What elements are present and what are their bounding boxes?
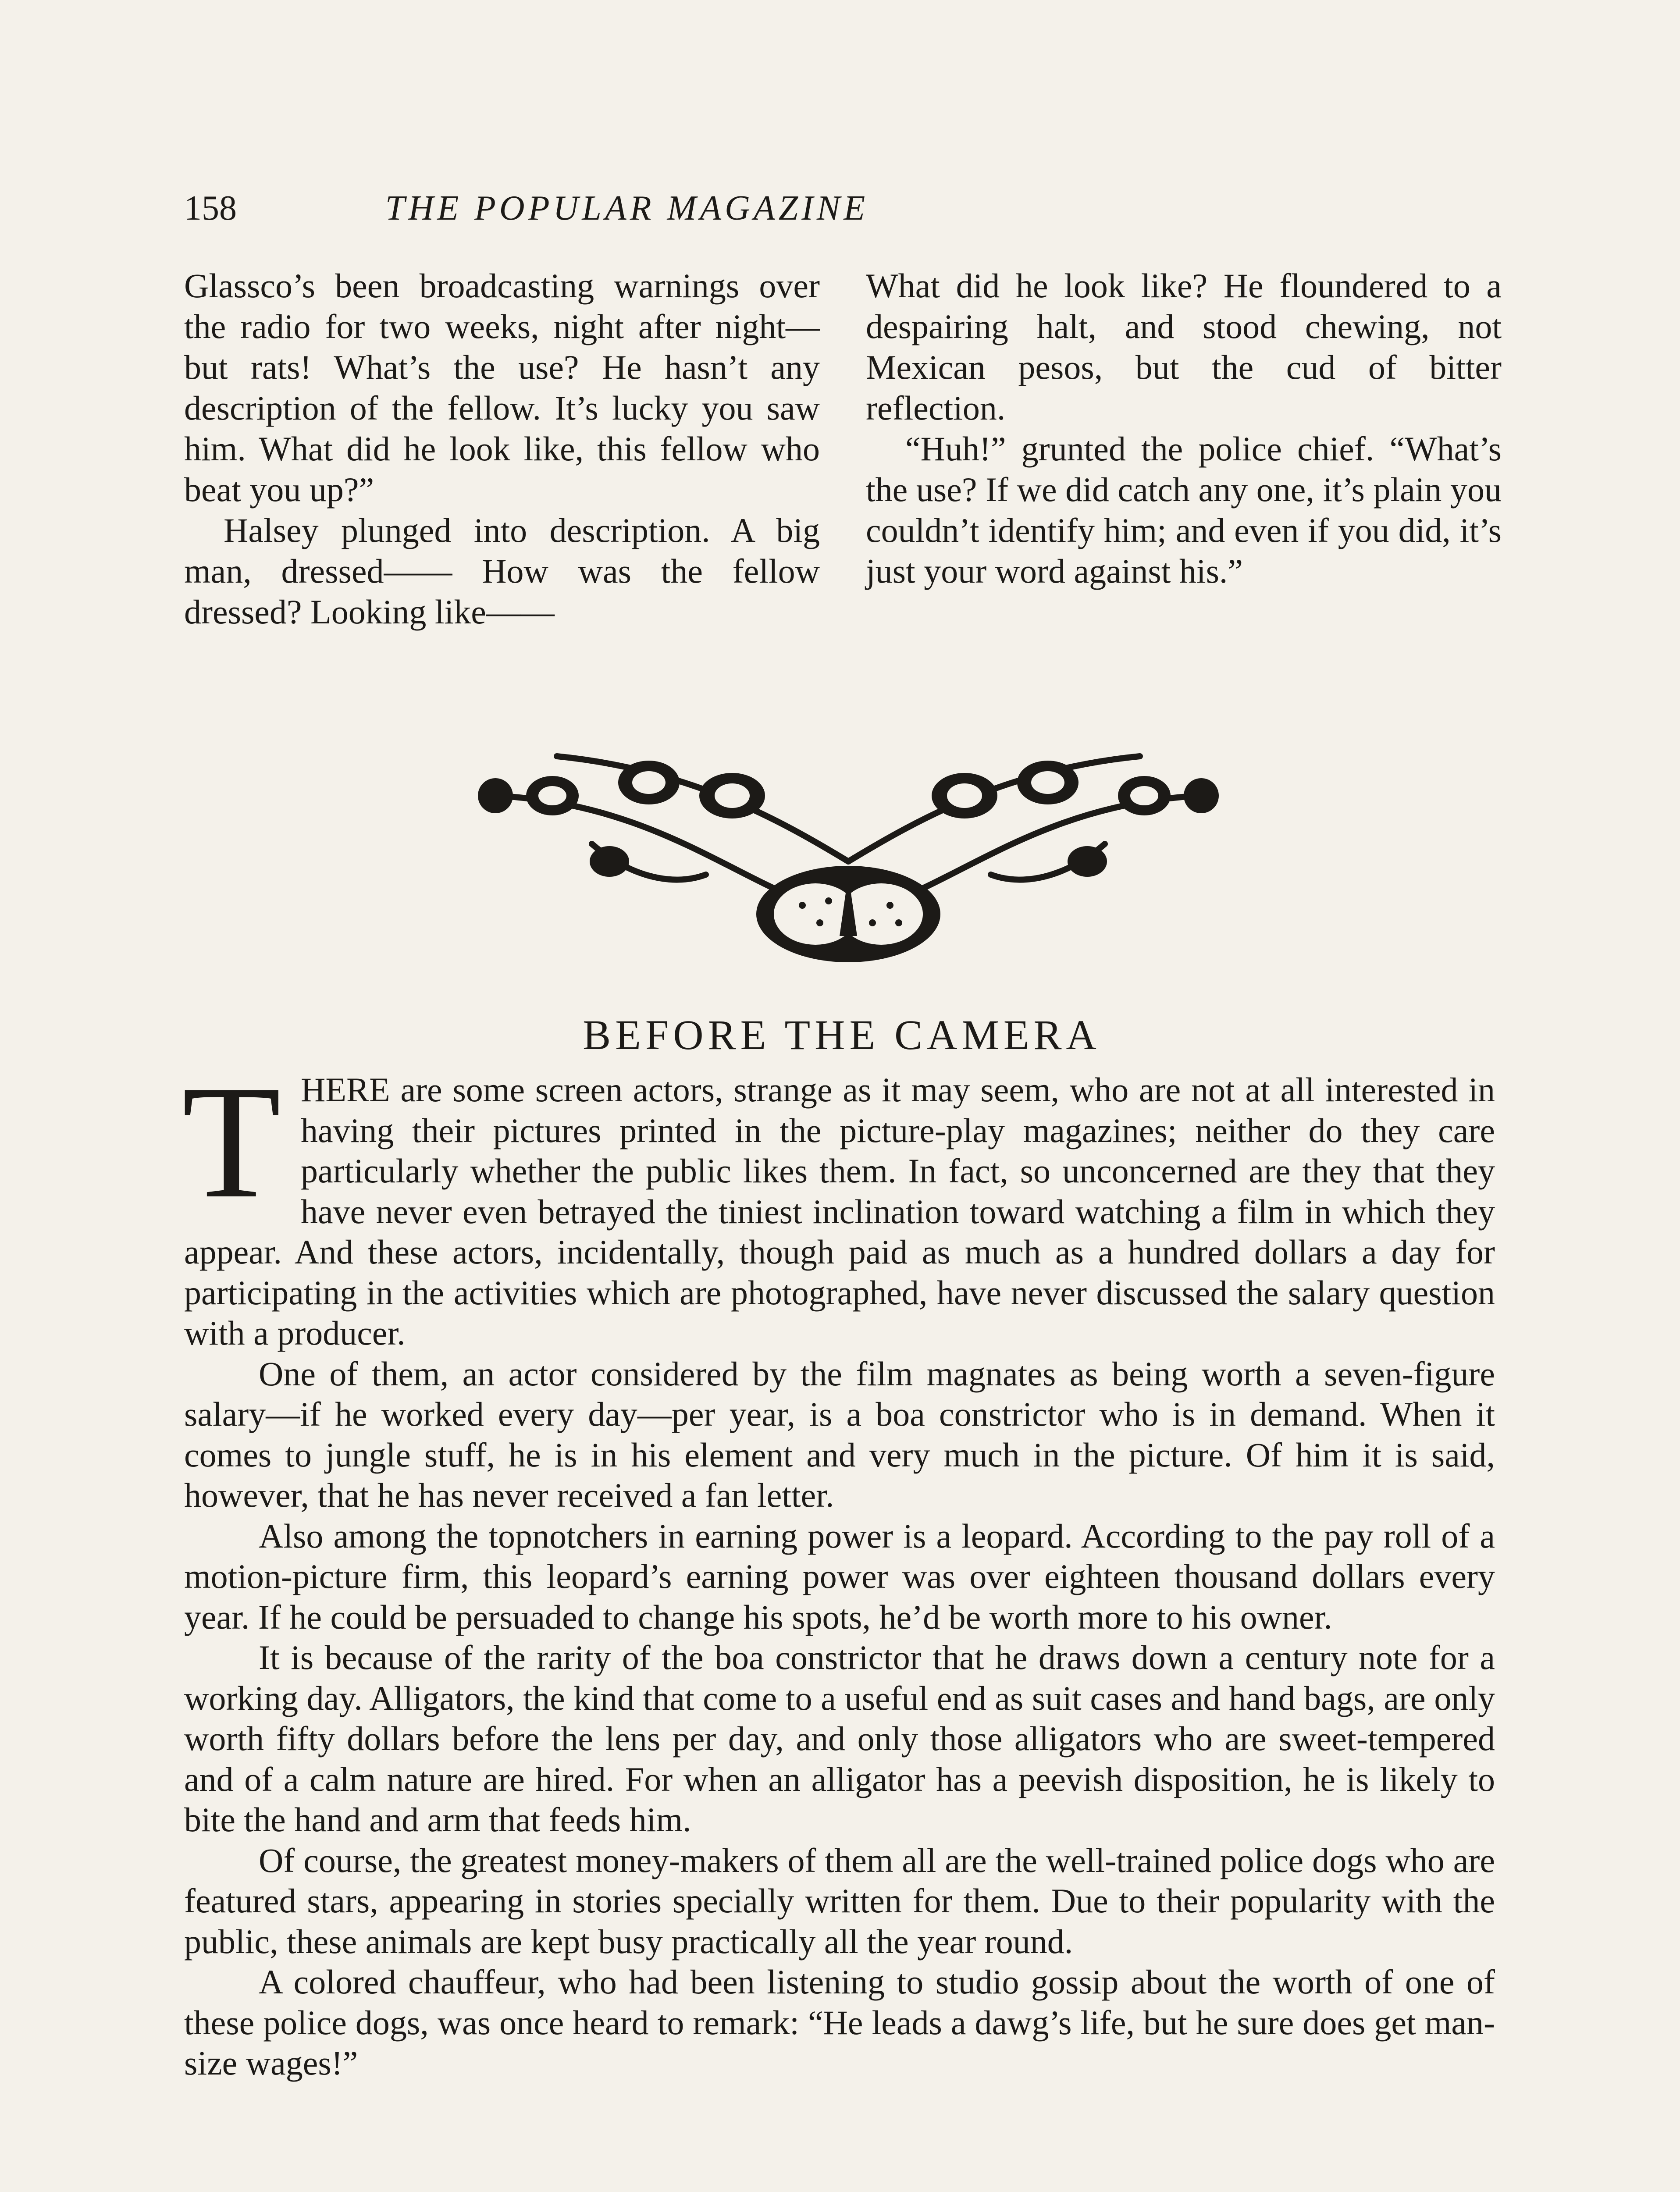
article-title: BEFORE THE CAMERA [583,1011,1101,1058]
story-paragraph: What did he look like? He floundered to a despairing halt, and stood chewing, not Mexican pesos, but the cud of bitter reflection. [866,267,1502,427]
article-paragraph: One of them, an actor considered by the film magnates as being worth a seven-figure salary—if he worked every day—per year, is a boa constrictor who is in demand. When it comes to jungle stuff, he is in his element and very much in the picture. Of him it is said, however, that he has never received a fan letter. [184,1354,1495,1514]
story-right-column [866,265,1502,591]
story-paragraph: Halsey plunged into description. A big man, dressed—— How was the fellow dressed? Looking like—— [184,511,820,631]
drop-cap: T [182,1052,281,1232]
first-paragraph-text: HERE are some screen actors, strange as it may seem, who are not at all interested in having their pictures printed in the picture-play magazines; neither do they care particularly whether the public likes them. In fact, so unconcerned are they that they have never even betrayed the tiniest inclination toward watching a film in which they appear. And these actors, incidentally, though paid as much as a hundred dollars a day for participating in the activities which are photographed, have never discussed the salary question with a producer. [184,1071,1495,1352]
story-left-column [184,265,820,632]
story-paragraph: Glassco’s been broadcasting warnings over the radio for two weeks, night after night—but rats! What’s the use? He hasn’t any description of the fellow. It’s lucky you saw him. What did he look like, this fellow who beat you up?” [184,267,820,509]
floral-pomegranate-ornament-icon [443,730,1254,967]
page-number: 158 [184,189,237,228]
article-first-paragraph [182,1052,1495,1354]
running-title: THE POPULAR MAGAZINE [385,189,869,228]
article-paragraph: Of course, the greatest money-makers of them all are the well-trained police dogs who are featured stars, appearing in stories specially written for them. Due to their popularity with the public, these animals are kept busy practically all the year round. [184,1841,1495,1961]
article-paragraph: Also among the topnotchers in earning power is a leopard. According to the pay roll of a motion-picture firm, this leopard’s earning power was over eighteen thousand dollars every year. If he could be persuaded to change his spots, he’d be worth more to his owner. [184,1516,1495,1636]
story-paragraph: “Huh!” grunted the police chief. “What’s the use? If we did catch any one, it’s plain you couldn’t identify him; and even if you did, it’s just your word against his.” [866,430,1502,590]
article-body [182,1052,1495,2084]
article-paragraph: A colored chauffeur, who had been listening to studio gossip about the worth of one of these police dogs, was once heard to remark: “He leads a dawg’s life, but he sure does get man-size wages!” [184,1963,1495,2082]
article-paragraph: It is because of the rarity of the boa constrictor that he draws down a century note for a working day. Alligators, the kind that come to a useful end as suit cases and hand bags, are only worth fifty dollars before the lens per day, and only those alligators who are sweet-tempered and of a calm nature are hired. For when an alligator has a peevish disposition, he is likely to bite the hand and arm that feeds him. [184,1638,1495,1839]
